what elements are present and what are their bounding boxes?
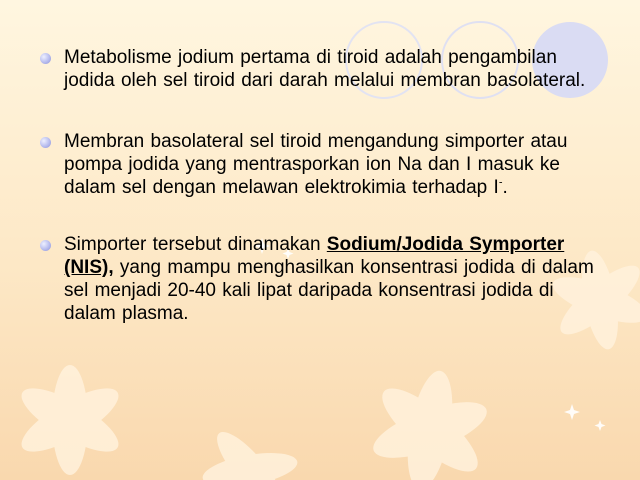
bullet-icon <box>40 137 51 148</box>
bullet-text-after: yang mampu menghasilkan konsentrasi jodida di dalam sel menjadi 20-40 kali lipat daripada konsentrasi jodida di dalam plasma. <box>64 257 594 324</box>
bullet-text-end: . <box>502 177 508 198</box>
bullet-icon <box>40 240 51 251</box>
bullet-text <box>64 233 600 325</box>
bullet-list <box>40 46 600 325</box>
nis-term: Sodium/Jodida Symporter (NIS), <box>64 234 565 278</box>
bullet-item <box>40 46 600 92</box>
bullet-item <box>40 233 600 325</box>
bullet-text <box>64 130 600 199</box>
bullet-icon <box>40 53 51 64</box>
ion-charge-superscript: - <box>498 176 503 189</box>
bullet-text-before: Simporter tersebut dinamakan <box>64 234 321 255</box>
bullet-item <box>40 130 600 199</box>
bullet-text: Metabolisme jodium pertama di tiroid adalah pengambilan jodida oleh sel tiroid dari darah melalui membran basolateral. <box>64 47 586 91</box>
bullet-text-main: Membran basolateral sel tiroid mengandung simporter atau pompa jodida yang mentrasporkan ion Na dan I masuk ke dalam sel dengan melawan elektrokimia terhadap I <box>64 131 568 198</box>
